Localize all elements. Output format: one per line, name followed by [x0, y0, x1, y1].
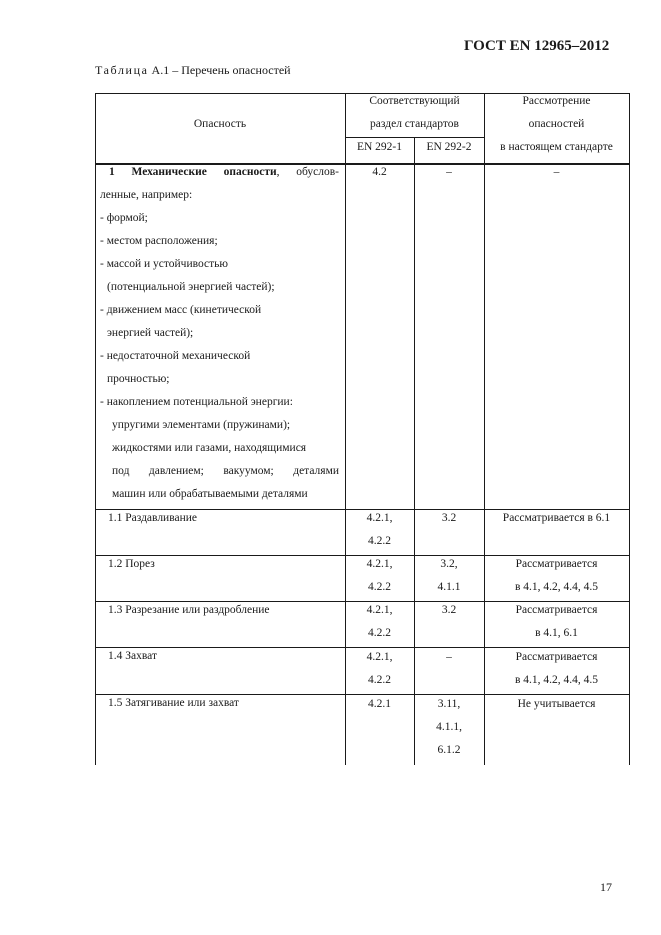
cell-line: Рассматривается [515, 604, 598, 616]
hazard-cell: 1.1 Раздавливание [108, 512, 198, 524]
group-title-line [100, 161, 339, 184]
consideration-cell [484, 507, 629, 530]
column-header-consideration-line3: в настоящем стандарте [500, 141, 613, 153]
cell-line: Рассматривается в 6.1 [502, 512, 611, 524]
group-line: машин или обрабатываемыми деталями [112, 488, 308, 500]
column-header-standards-line2: раздел стандартов [370, 118, 459, 130]
cell-line: 4.1.1 [437, 581, 461, 593]
group-line: жидкостями или газами, находящимися [112, 442, 307, 454]
cell-line: в 4.1, 6.1 [535, 627, 578, 639]
hazard-cell: 1.5 Затягивание или захват [108, 697, 239, 709]
hazard-cell: 1.2 Порез [108, 558, 155, 570]
hazard-cell: 1.3 Разрезание или раздробление [108, 604, 270, 616]
en292-2-cell [414, 507, 484, 530]
cell-line: 4.2.1, [366, 558, 393, 570]
en292-1-cell [345, 553, 414, 599]
cell-line: 4.2.2 [368, 581, 391, 593]
group-line: упругими элементами (пружинами); [112, 419, 291, 431]
cell-line: 4.2.2 [368, 535, 391, 547]
column-header-consideration-line2: опасностей [528, 118, 585, 130]
consideration-cell [484, 553, 629, 599]
cell-line: 3.2 [441, 604, 457, 616]
cell-line: Не учитывается [517, 698, 596, 710]
page-number: 17 [600, 880, 612, 894]
group-line: ленные, например: [100, 189, 193, 201]
en292-2-cell [414, 693, 484, 762]
en292-1-cell [345, 693, 414, 716]
column-header-hazard: Опасность [193, 118, 247, 130]
group-consideration: – [553, 166, 560, 178]
cell-line: 4.2.2 [368, 627, 391, 639]
table-right-border [629, 93, 630, 765]
cell-line: 4.2.1, [366, 604, 393, 616]
cell-line: 4.1.1, [436, 721, 462, 733]
caption-prefix: Таблица [95, 63, 149, 77]
cell-line: Рассматривается [515, 558, 598, 570]
hazard-cell: 1.4 Захват [108, 650, 157, 662]
group-en292-1: 4.2 [372, 166, 387, 178]
group-hazard-description [100, 161, 339, 506]
column-header-en292-1: EN 292-1 [356, 141, 403, 153]
document-code: ГОСТ EN 12965–2012 [464, 38, 610, 54]
cell-line: 3.2 [441, 512, 457, 524]
group-line: - массой и устойчивостью [100, 258, 228, 270]
group-line: - местом расположения; [100, 235, 218, 247]
cell-line: 3.11, [437, 698, 461, 710]
group-line: - формой; [100, 212, 148, 224]
cell-line: в 4.1, 4.2, 4.4, 4.5 [514, 581, 599, 593]
cell-line: 4.2.1, [366, 512, 393, 524]
group-line: под давлением; вакуумом; деталями [112, 465, 339, 477]
en292-1-cell [345, 507, 414, 553]
column-header-consideration: Рассмотрение [522, 95, 591, 107]
consideration-cell [484, 693, 629, 716]
cell-line: 4.2.1, [366, 651, 393, 663]
group-line: прочностью; [107, 373, 170, 385]
table-caption [95, 63, 291, 78]
table-top-border [95, 93, 630, 94]
group-line: энергией частей); [107, 327, 194, 339]
cell-line: – [446, 651, 452, 663]
group-line: - движением масс (кинетической [100, 304, 262, 316]
cell-line: 4.2.2 [368, 674, 391, 686]
cell-line: 6.1.2 [437, 744, 461, 756]
column-header-standards: Соответствующий [369, 95, 460, 107]
group-line: (потенциальной энергией частей); [107, 281, 275, 293]
consideration-cell [484, 599, 629, 645]
column-header-en292-2: EN 292-2 [426, 141, 472, 153]
group-en292-2: – [446, 166, 452, 178]
cell-line: в 4.1, 4.2, 4.4, 4.5 [514, 674, 599, 686]
en292-1-cell [345, 599, 414, 645]
group-title: 1 Механические опасности [109, 166, 277, 178]
table-left-border [95, 93, 96, 765]
cell-line: 4.2.1 [368, 698, 391, 710]
cell-line: 3.2, [440, 558, 458, 570]
column-divider [414, 137, 415, 765]
consideration-cell [484, 646, 629, 692]
caption-text: А.1 – Перечень опасностей [148, 63, 291, 77]
en292-2-cell [414, 646, 484, 669]
en292-2-cell [414, 599, 484, 622]
group-line: - накоплением потенциальной энергии: [100, 396, 293, 408]
en292-1-cell [345, 646, 414, 692]
cell-line: Рассматривается [515, 651, 598, 663]
group-title-rest: , обуслов- [276, 166, 339, 178]
en292-2-cell [414, 553, 484, 599]
group-line: - недостаточной механической [100, 350, 251, 362]
